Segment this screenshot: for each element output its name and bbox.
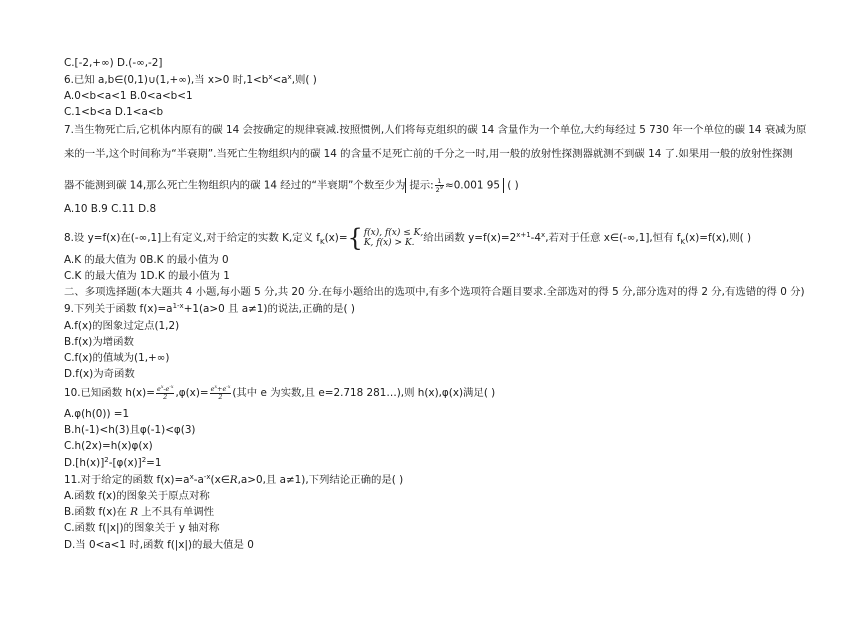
question-6-options-ab: A.0<b<a<1 B.0<a<b<1 <box>64 90 193 102</box>
question-9-option-b: B.f(x)为增函数 <box>64 336 134 348</box>
question-8-options-ab: A.K 的最大值为 0B.K 的最小值为 0 <box>64 254 229 266</box>
question-9-option-a: A.f(x)的图象过定点(1,2) <box>64 320 180 332</box>
question-11-stem: 11.对于给定的函数 $f(x)=a^x-a^{-x}(x\in R,a>0$,且 a≠1),下列结论正确的是( ) <box>64 473 404 486</box>
option-line-c-d: C.[-2,+∞) D.(-∞,-2] <box>64 57 163 69</box>
question-10-option-a: A.φ(h(0)) =1 <box>64 408 130 420</box>
question-9-stem: 9.下列关于函数 $f(x)=a^{1-x}+1(a>0$ 且 a≠1)的说法,正确的是( ) <box>64 302 355 315</box>
question-8-options-cd: C.K 的最大值为 1D.K 的最小值为 1 <box>64 270 230 282</box>
question-7-line-2: 来的一半,这个时间称为“半衰期”.当死亡生物组织内的碳 14 的含量不足死亡前的千分之一时,用一般的放射性探测器就测不到碳 14 了.如果用一般的放射性探测 <box>64 148 793 160</box>
fraction-phi: $\frac{e^x+e^{-x}}{2}$ <box>210 385 231 401</box>
question-6-stem: 6.已知 a,b∈(0,1)∪(1,+∞),当 x>0 时$,1<b^x<a^x$,则( ) <box>64 73 317 86</box>
fraction-h: $\frac{e^x-e^{-x}}{2}$ <box>156 385 174 401</box>
question-9-option-c: C.f(x)的值域为(1,+∞) <box>64 352 170 364</box>
question-7-line-3: 器不能测到碳 14,那么死亡生物组织内的碳 14 经过的“半衰期”个数至少为 提示: $\frac{1}{2^9}$ ≈0.001 95 ( ) <box>64 177 519 194</box>
question-11-option-b: B.函数 f(x)在 R 上不具有单调性 <box>64 506 214 518</box>
question-10-option-d: $D.[h(x)]^2-[\varphi(x)]^2=1$ <box>64 456 162 469</box>
question-10-option-b: B.h(-1)<h(3)且φ(-1)<φ(3) <box>64 424 196 436</box>
question-11-option-c: C.函数 f(|x|)的图象关于 y 轴对称 <box>64 522 220 534</box>
question-11-option-d: D.当 0<a<1 时,函数 f(|x|)的最大值是 0 <box>64 539 254 551</box>
hint-fraction: $\frac{1}{2^9}$ <box>435 177 443 194</box>
question-8-stem: 8.设 y=f(x)在(-∞,1]上有定义,对于给定的实数 K,定义 $f_K(x)=$ { f(x), f(x) ≤ K, K, f(x) > K. 给出函数 $y=f(x)=2^{x+1}-4^x$,若对于任意 x∈(-∞,1],恒有 $f_K(x)=f(x)$,则( ) <box>64 224 752 252</box>
question-9-option-d: D.f(x)为奇函数 <box>64 368 135 380</box>
question-7-options: A.10 B.9 C.11 D.8 <box>64 203 157 215</box>
question-6-options-cd: C.1<b<a D.1<a<b <box>64 106 164 118</box>
section-2-heading: 二、多项选择题(本大题共 4 小题,每小题 5 分,共 20 分.在每小题给出的选项中,有多个选项符合题目要求.全部选对的得 5 分,部分选对的得 2 分,有选错的得 0 分) <box>64 286 805 298</box>
piecewise-definition: { f(x), f(x) ≤ K, K, f(x) > K. <box>347 224 424 252</box>
question-10-stem: 10.已知函数 h(x)= $\frac{e^x-e^{-x}}{2}$ ,φ(x)= $\frac{e^x+e^{-x}}{2}$ (其中 e 为实数,且 e=2.718 281…),则 h(x),φ(x)满足( ) <box>64 385 496 401</box>
hint-box: 提示: $\frac{1}{2^9}$ ≈0.001 95 <box>405 178 504 193</box>
question-10-option-c: C.h(2x)=h(x)φ(x) <box>64 440 153 452</box>
question-7-line-1: 7.当生物死亡后,它机体内原有的碳 14 会按确定的规律衰减.按照惯例,人们将每克组织的碳 14 含量作为一个单位,大约每经过 5 730 年一个单位的碳 14 衰减为原 <box>64 124 807 136</box>
question-11-option-a: A.函数 f(x)的图象关于原点对称 <box>64 490 210 502</box>
